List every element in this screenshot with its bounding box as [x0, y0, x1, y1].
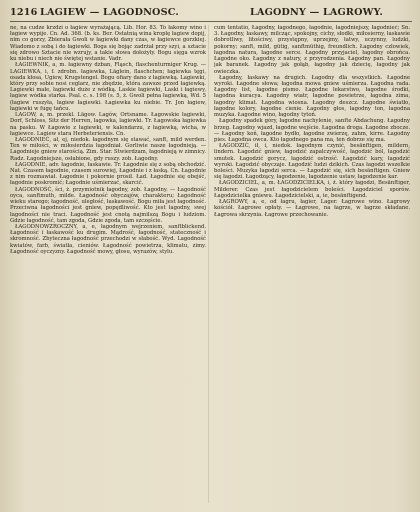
entry-paragraph: ŁAGODZIĆ, ił, i, niedok. łagodnym czynić, besänftigen, mildern, lindern. Łagodzić gniew, łagodzić zapalczywość, łagodzić ból, łagodzić smutek. Łagodzić gorycz, łagodzić ostrość. Łagodzić kary, łagodzić wyroki. Łagodzić obyczaje. Łagodzić ludzi dzikich. Czas łagodzi wszelkie boleści. Muzyka łagodzi serca. — Łagodzić się, sich besänftigen. Gniew się łagodzi. Łagodzący, łagodzenie, łagodzenie ustaw, łagodzenie kar. — [214, 143, 410, 181]
right-column — [214, 25, 410, 503]
entry-paragraph: Łagodny, łaskawy na drugich. Łagodny dla wszystkich. Łagodne wyroki. Łagodne słowa; łagodna mowa gniew uśmierza. Łagodna rada. Łagodny list, łagodne pismo. Łagodne lekarstwo, łagodne środki, łagodna kuracya. Łagodny wiatr, łagodne powietrze, łagodna zima, łagodny klimat. Łagodna wiosna. Łagodny deszcz. Łagodne światło, łagodne kolory, łagodne cienie. Łagodny głos, łagodny ton, łagodna muzyka. Łagodne wino, łagodny tytoń. — [214, 74, 410, 119]
entry-paragraph: ŁAGODNIE, adv. łagodnie, łaskawie. Tr. Łagodnie się z sobą obchodzić. Nat. Czasem łagodnie, czasem surowiej, Łagodnie i z łaską. Cn. Łagodnie z nim rozmawiał. Łagodnie i pokornie prosił. Ład. Łagodnie się obejść, łagodnie poskromić; Łagodnie uśmierzać, skarcić. — [10, 161, 206, 187]
left-running-head: LAGIEW — LAGODNOSC. — [40, 7, 179, 18]
entry-paragraph: ŁAGIEWNIK, a, m. łagiewny dzban, Fląsch, flaschenturmiger Krug. — LAGIEWKA, i, f. zdrobn. łagiewka, Läglein, flaschchen; łagiewka tęgi, osada kłosa, Ugiew, Krugstengel. Bogu ofiary dano z łagiewką. Lagiewki, który przy sobie nosi ceglarz, nie zbędzie, która zawsze przed łagiewką. Lagiewki małe, łagiewki duże z wódką. Laskie łagiewki, Laski i łagiewy, łagiew wódka starka. Psal. c. s. 198 (s. 5, ż. Gwoli pełna łagiewką, Wd. 5 (łagiew ruszyła, łagiew łagiewki. Łagiewka ku niebie. Tr. Jon łagiew, łagiewki w fugę tańcu. — [10, 62, 206, 112]
running-header — [10, 7, 412, 21]
header-rule — [10, 21, 412, 22]
left-column — [10, 25, 206, 503]
entry-paragraph: ŁAGROWY, a, e, od łagru, łagier, Lager. Łagrowe wino. Łagrowy kościół. Łagrowe opłaty. — Łagrowe, na łagrze, w łagrze składane. Łagrowa skrzynia. Łagrowe przechowanie. — [214, 199, 410, 218]
page-number: 1216 — [10, 7, 38, 18]
entry-paragraph: ne, na cudze krzdzi o łagiew wyrażającą. Lib. Hor. 83. To łakomy wino i łagiew wypije. Cn. Ad. 368. (b. ks. Ber. Ostatnią wina kroplę łagiew dopij, nim co gorzy, Zbierała Gwoli w łagiewki dany czas, w łagiewce gorzkiej. Wiadomo z sobą i do łagiewki. Boga się bojąc zadrżał przy szyi, a sztacie się zdrowo Sztacie nie wzrujy, a takie słowa dołożyły. Bogu sięga wzrok ku niebu i niech nie świętej wstanie. Vadr. — [10, 25, 206, 63]
entry-paragraph: ŁAGODNOWZROCZNY, a, e, łagodnym wejrzeniem, sanftblickend. Łagodność i łaskawość ku drugim. Mądrość, łagodność, stateczność i skromność. Zbyteczna łagodność przechodzi w słabość. Wyd. Lagodność kwiatów, farb, światła, cieniów. Łagodność powietrza, klimatu, zimy. Łagodność oyczyzny. Łagodność mowy, głosu, wyrazów, stylu. — [10, 224, 206, 255]
column-gutter — [208, 25, 209, 503]
entry-paragraph: Łagodny spadek góry, łagodne nachylenie, sanfte Abdachung. Łagodny brzeg. Łagodny wjazd, łagodne wejście. Łagodna droga. Łagodne zbocze. — Łagodny koń, łagodne bydło, łagodne zwierzę, zahm, kirre. Łagodny pies. Łagodna owca. Kto łagodnego pana ma, ten dobrze się ma. — [214, 118, 410, 143]
entry-paragraph: ŁAGODNOŚĆ, ści, ż. przymiotnik łagodny, zob. Łagodny. — Łagodność oyca, sanftmuth, milde. Łagodność obyczajów, charakteru; Łagodność wieku starego; łagodność, uległość, łaskawość. Bogu miła jest łagodność. Przeciwna łagodności jest gniew, popędliwość. Kto jest łagodny, swej łagodności nie traci. Łagodność jest cnotą najmilszą Bogu i ludziom. Gdzie łagodność, tam zgoda, Gdzie zgoda, tam szczęście. — [10, 186, 206, 224]
entry-paragraph: ŁAGODNIEĆ, ał, ej, niedok. łagodnym się stawać, sanft, mild werden. Ten w miłości, w miłosierdzia łagodniał. Gorliwie nasze łagodnieją. — Lagodnieje gniew starością. Zim. Star. Stwierdzam, łagodnieją w zimnicy. Radz. Łagodniejsze, osłabione, gdy ruszy. zob. Łagodny. — [10, 136, 206, 162]
entry-paragraph: ŁAGODZICIEL, a, m. ŁAGODZICIELKA, i, ż. który łagodzi, Besänftiger, Milderer. Czas jest łagodzicielem boleści. Łagodziciel sporów. Łagodzicielka gniewu. Łagodzicielski, a, ie, besänftigend. — [214, 180, 410, 199]
entry-paragraph: cum tentatio, Łagodny, łagodnego, łagodnie, łagodniejszy, łagodnieć; Sn. 3. Łagodny, łaskawy, milcząc, spokojny, cichy, słodki, miłosierny, łaskawie dobrotliwy, litościwy, przystępny, uprzejmy, łatwy, uczynny, ludzki, pokorny; sanft, mild, gütig, sanftmüthig, freundlich. Łagodny człowiek, łagodna natura, łagodne serce. Łagodny przyjaciel, łagodny obrońca. Łagodne oko. Łagodny z natury, z przyrodzenia. Łagodny pan. Łagodny jak baranek. Łagodny jak gołąb, łagodny jak dziecię, łagodny jak owieczka. — [214, 25, 410, 75]
right-running-head: LAGODNY — LAGROWY. — [250, 7, 383, 18]
entry-paragraph: LAGOW, a, m. przekl. Lägow. Lagów, Ortsname. Łagowskie łagiewki, Dorf, Schloss, Sitz der Herren, lagowka, lagiewki. Tr. Łagowska łagiewka na pasku. W Łagowie z łagiewki, w kalendarzu, z łagiewką, wicha, w łagiewce. Lagiew stara Herbeteriensis. Cn. — [10, 112, 206, 137]
